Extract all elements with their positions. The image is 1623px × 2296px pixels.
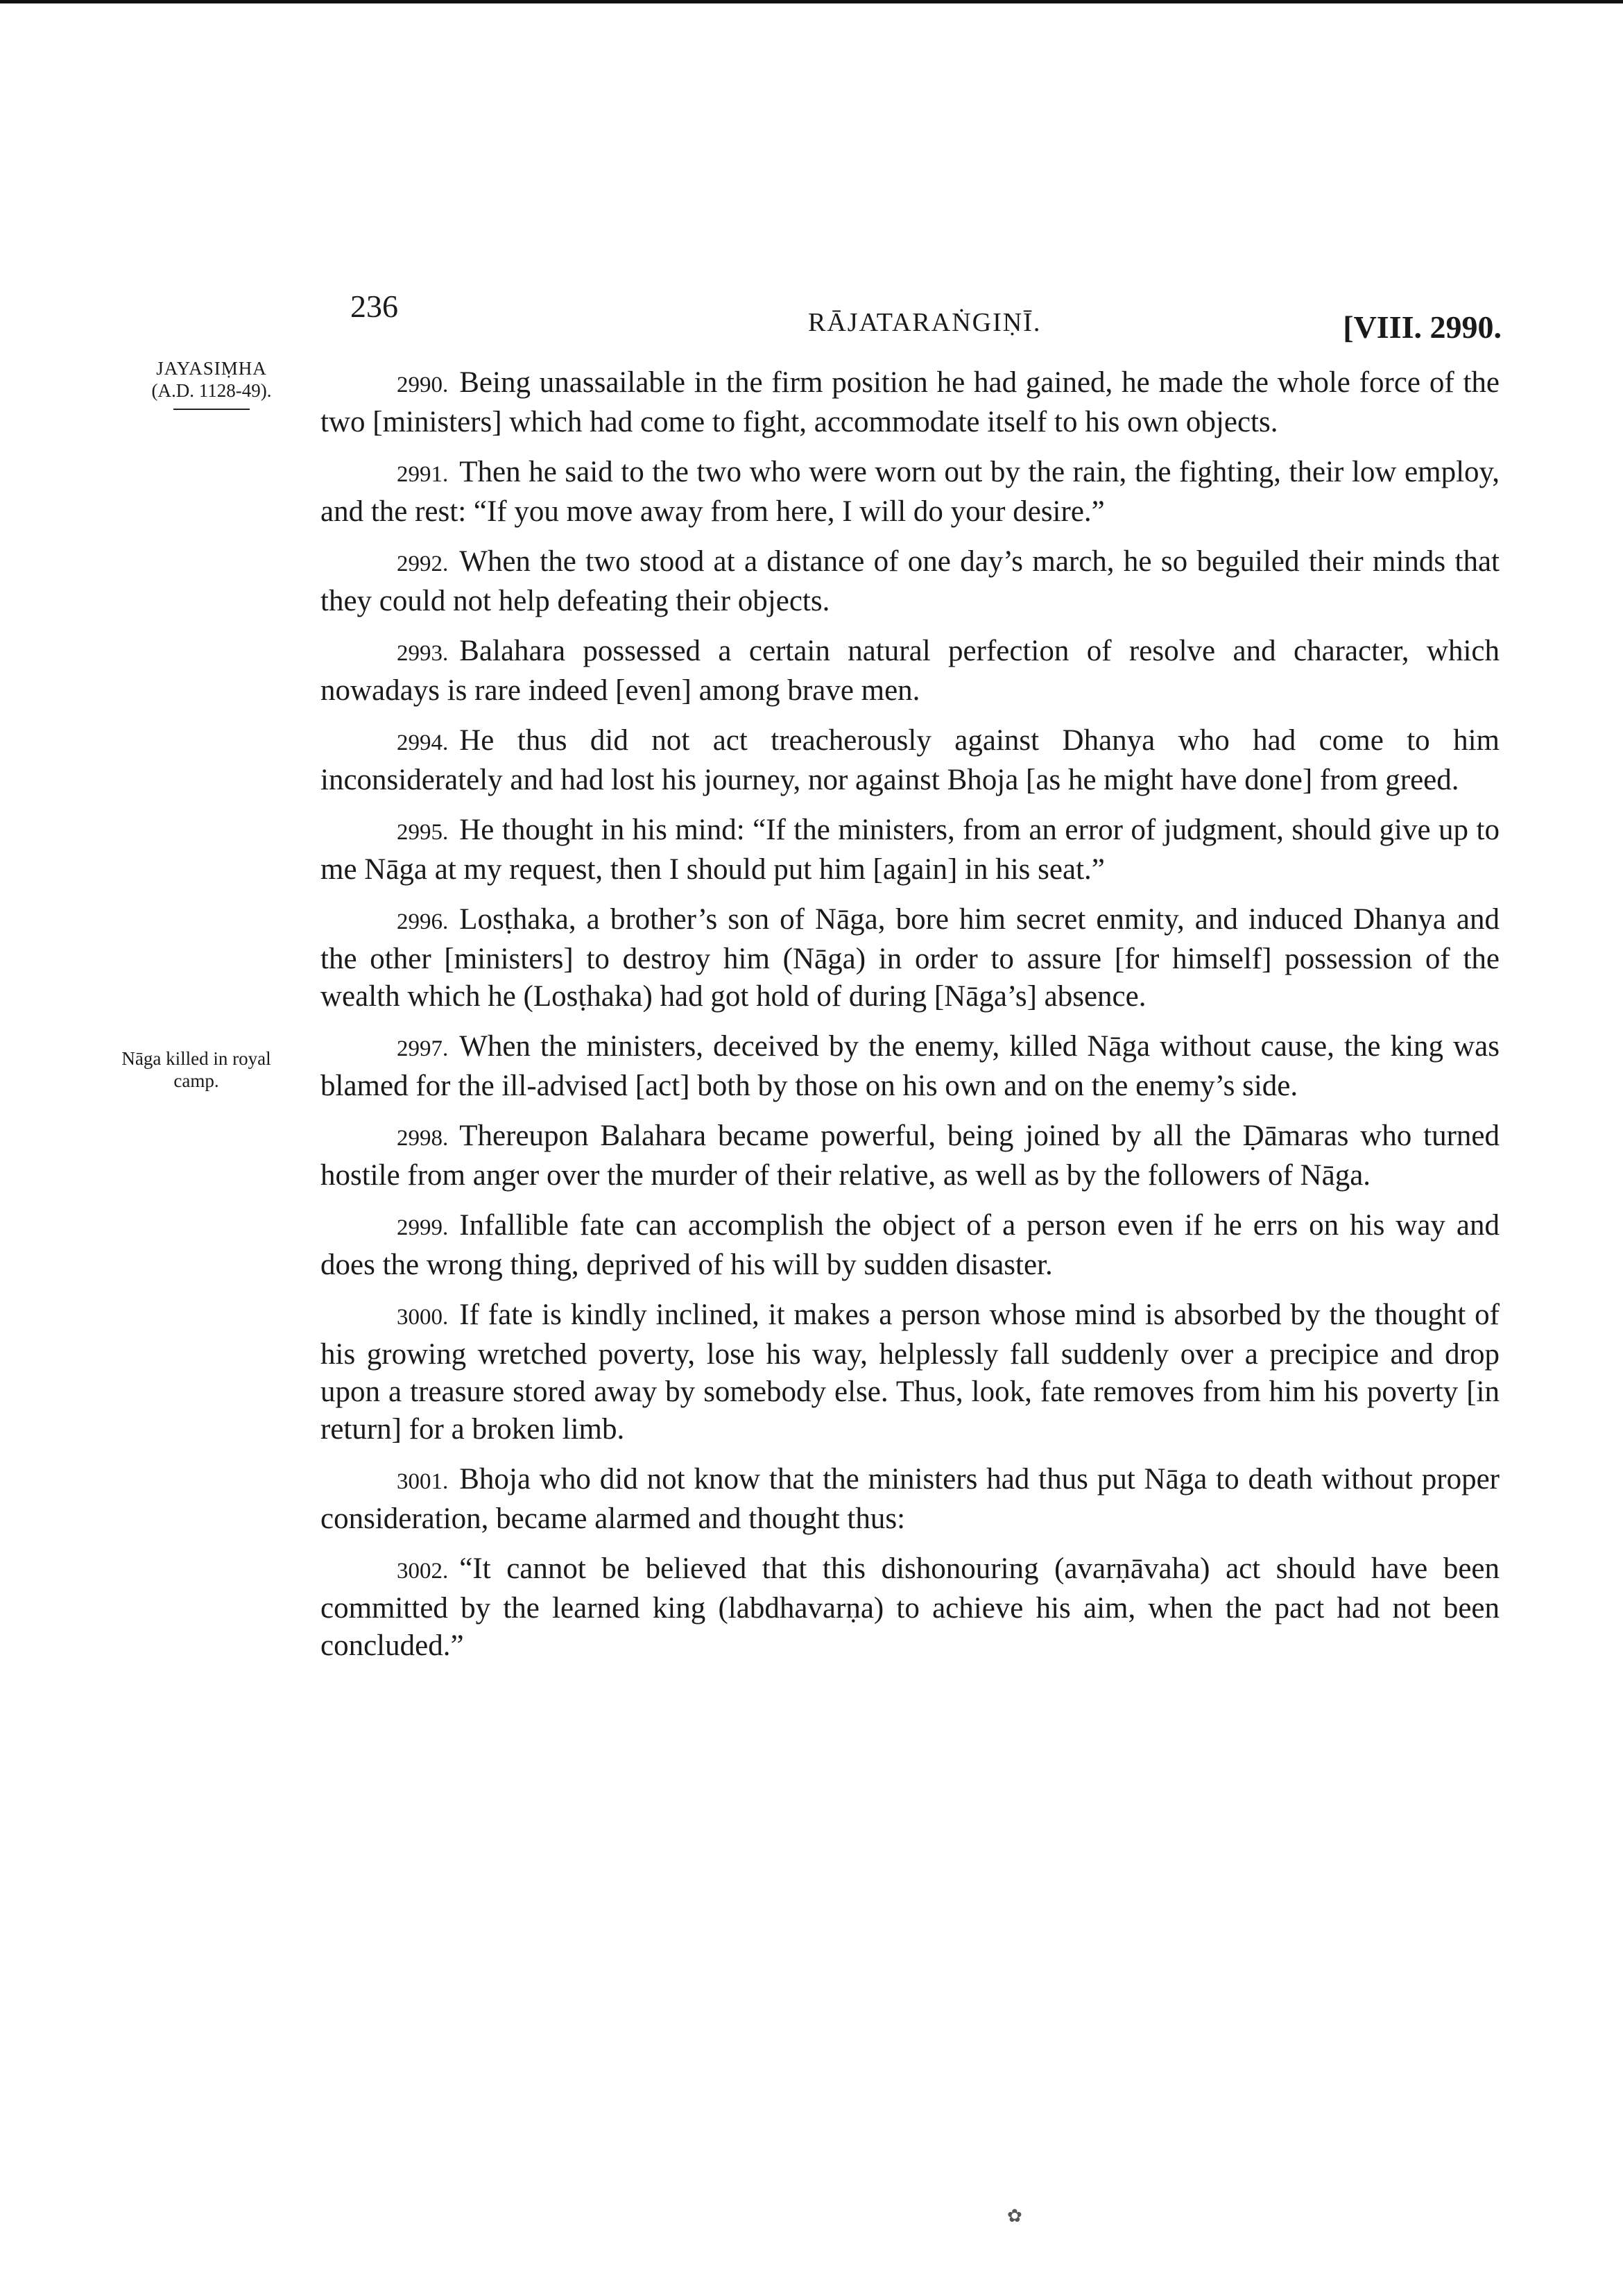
verse-number: 3002. (397, 1559, 449, 1584)
verse-number: 2995. (397, 820, 449, 845)
margin-reign-dates: (A.D. 1128-49). (151, 380, 272, 401)
margin-naga-line2: camp. (173, 1070, 219, 1091)
margin-reign-name: JAYASIṂHA (156, 358, 267, 379)
verse-2996 (320, 901, 1500, 1016)
print-speck: ✿ (1007, 2206, 1022, 2226)
verse-2994 (320, 722, 1500, 799)
verse-2995 (320, 812, 1500, 889)
verse-text: Thereupon Balahara became powerful, being joined by all the Ḍāmaras who turned hostile from anger over the murder of their relative, as well as by the followers of Nāga. (320, 1120, 1500, 1192)
verse-3002 (320, 1550, 1500, 1665)
verse-2990 (320, 364, 1500, 441)
verse-text: Infallible fate can accomplish the object of a person even if he errs on his way and does the wrong thing, deprived of his will by sudden disaster. (320, 1209, 1500, 1281)
running-title: RĀJATARAṄGIṆĪ. (808, 308, 1042, 337)
verse-2999 (320, 1207, 1500, 1284)
page-number: 236 (350, 289, 398, 324)
verse-text: Balahara possessed a certain natural perfection of resolve and character, which nowadays is rare indeed [even] among brave men. (320, 635, 1500, 707)
verse-text: When the ministers, deceived by the enemy, killed Nāga without cause, the king was blamed for the ill-advised [act] both by those on his own and on the enemy’s side. (320, 1030, 1500, 1102)
verse-2998 (320, 1117, 1500, 1194)
verse-number: 2993. (397, 641, 449, 666)
verse-number: 2991. (397, 462, 449, 487)
verse-text: If fate is kindly inclined, it makes a person whose mind is absorbed by the thought of his growing wretched poverty, lose his way, helplessly fall suddenly over a precipice and drop upon a treasure stored away by somebody else. Thus, look, fate removes from him his poverty [in return] for a broken limb. (320, 1299, 1500, 1446)
verse-number: 3000. (397, 1305, 449, 1330)
page-top-rule (0, 0, 1623, 3)
margin-naga-line1: Nāga killed in royal (121, 1048, 271, 1069)
verse-number: 2996. (397, 909, 449, 934)
verse-text: He thought in his mind: “If the ministers, from an error of judgment, should give up to me Nāga at my request, then I should put him [again] in his seat.” (320, 814, 1500, 886)
verse-number: 3001. (397, 1469, 449, 1494)
verse-text: Losṭhaka, a brother’s son of Nāga, bore him secret enmity, and induced Dhanya and the other [ministers] to destroy him (Nāga) in order to assure [for himself] possession of the wealth which he (Losṭhaka) had got hold of during [Nāga’s] absence. (320, 903, 1500, 1013)
verse-3000 (320, 1296, 1500, 1448)
verse-2991 (320, 454, 1500, 531)
verse-text: Bhoja who did not know that the ministers had thus put Nāga to death without proper consideration, became alarmed and thought thus: (320, 1463, 1500, 1535)
verse-text: “It cannot be believed that this dishonouring (avarṇāvaha) act should have been committed by the learned king (labdhavarṇa) to achieve his aim, when the pact had not been concluded.” (320, 1552, 1500, 1662)
main-text (320, 364, 1500, 1677)
verse-number: 2997. (397, 1036, 449, 1061)
verse-2992 (320, 543, 1500, 620)
verse-text: Then he said to the two who were worn out by the rain, the fighting, their low employ, and the rest: “If you move away from here, I will do your desire.” (320, 456, 1500, 528)
verse-number: 2990. (397, 372, 449, 397)
section-reference: [VIII. 2990. (1343, 309, 1502, 345)
verse-2997 (320, 1028, 1500, 1105)
verse-number: 2992. (397, 551, 449, 576)
verse-number: 2998. (397, 1126, 449, 1151)
verse-text: When the two stood at a distance of one day’s march, he so beguiled their minds that they could not help defeating their objects. (320, 545, 1500, 617)
page-header (350, 281, 1502, 350)
verse-text: Being unassailable in the firm position he had gained, he made the whole force of the two [ministers] which had come to fight, accommodate itself to his own objects. (320, 366, 1500, 438)
margin-rule (173, 409, 250, 410)
verse-3001 (320, 1461, 1500, 1538)
verse-number: 2994. (397, 730, 449, 755)
verse-2993 (320, 633, 1500, 710)
verse-number: 2999. (397, 1215, 449, 1240)
verse-text: He thus did not act treacherously against Dhanya who had come to him inconsiderately and had lost his journey, nor against Bhoja [as he might have done] from greed. (320, 724, 1500, 796)
margin-note-reign (111, 357, 312, 410)
margin-note-naga-killed (82, 1047, 311, 1092)
